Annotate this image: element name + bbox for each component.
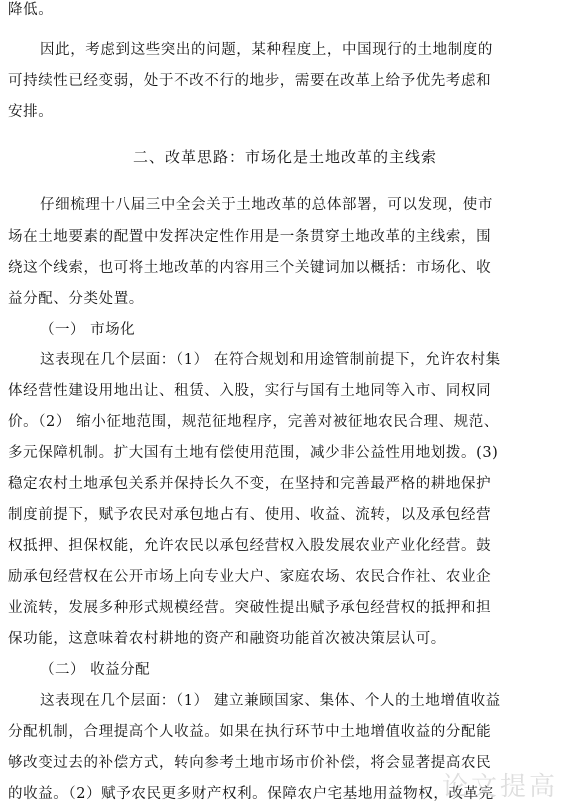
paragraph-intro-line-3: 绕这个线索，也可将土地改革的内容用三个关键词加以概括：市场化、收 xyxy=(8,260,492,276)
section-heading: 二、改革思路：市场化是土地改革的主线索 xyxy=(132,148,437,166)
paragraph-income-line-4: 的收益。（2）赋予农民更多财产权利。保障农户宅基地用益物权，改革完 xyxy=(8,786,494,802)
paragraph-market-line-3: 价。（2） 缩小征地范围，规范征地程序，完善对被征地农民合理、规范、 xyxy=(8,414,499,430)
text-line-1: 降低。 xyxy=(8,2,54,18)
paragraph-market-line-6: 制度前提下，赋予农民对承包地占有、使用、收益、流转，以及承包经营 xyxy=(8,507,492,523)
paragraph-income-line-1: 这表现在几个层面：（1） 建立兼顾国家、集体、个人的土地增值收益 xyxy=(40,693,501,709)
paragraph-conclusion-line-2: 可持续性已经变弱，处于不改不行的地步，需要在改革上给予优先考虑和 xyxy=(8,73,492,89)
paragraph-market-line-10: 保功能，这意味着农村耕地的资产和融资功能首次被决策层认可。 xyxy=(8,631,446,647)
watermark: 论文提高 xyxy=(441,772,558,802)
paragraph-market-line-5: 稳定农村土地承包关系并保持长久不变，在坚持和完善最严格的耕地保护 xyxy=(8,476,492,492)
paragraph-market-line-4: 多元保障机制。扩大国有土地有偿使用范围，减少非公益性用地划拨。(3) xyxy=(8,445,499,461)
paragraph-market-line-1: 这表现在几个层面：（1） 在符合规划和用途管制前提下，允许农村集 xyxy=(40,352,501,368)
paragraph-intro-line-1: 仔细梳理十八届三中全会关于土地改革的总体部署，可以发现，使市 xyxy=(40,197,493,213)
paragraph-income-line-2: 分配机制，合理提高个人收益。如果在执行环节中土地增值收益的分配能 xyxy=(8,724,492,740)
paragraph-conclusion-line-3: 安排。 xyxy=(8,104,54,120)
paragraph-income-line-3: 够改变过去的补偿方式，转向参考土地市场市价补偿，将会显著提高农民 xyxy=(8,755,492,771)
paragraph-market-line-9: 业流转，发展多种形式规模经营。突破性提出赋予承包经营权的抵押和担 xyxy=(8,600,492,616)
paragraph-market-line-8: 励承包经营权在公开市场上向专业大户、家庭农场、农民合作社、农业企 xyxy=(8,569,492,585)
subheading-income-distribution: （二） 收益分配 xyxy=(40,662,151,678)
paragraph-intro-line-2: 场在土地要素的配置中发挥决定性作用是一条贯穿土地改革的主线索，围 xyxy=(8,229,492,245)
paragraph-conclusion-line-1: 因此，考虑到这些突出的问题，某种程度上，中国现行的土地制度的 xyxy=(40,42,493,58)
subheading-marketization: （一） 市场化 xyxy=(40,322,136,338)
paragraph-market-line-2: 体经营性建设用地出让、租赁、入股，实行与国有土地同等入市、同权同 xyxy=(8,383,492,399)
paragraph-intro-line-4: 益分配、分类处置。 xyxy=(8,291,144,307)
paragraph-market-line-7: 权抵押、担保权能，允许农民以承包经营权入股发展农业产业化经营。鼓 xyxy=(8,538,492,554)
